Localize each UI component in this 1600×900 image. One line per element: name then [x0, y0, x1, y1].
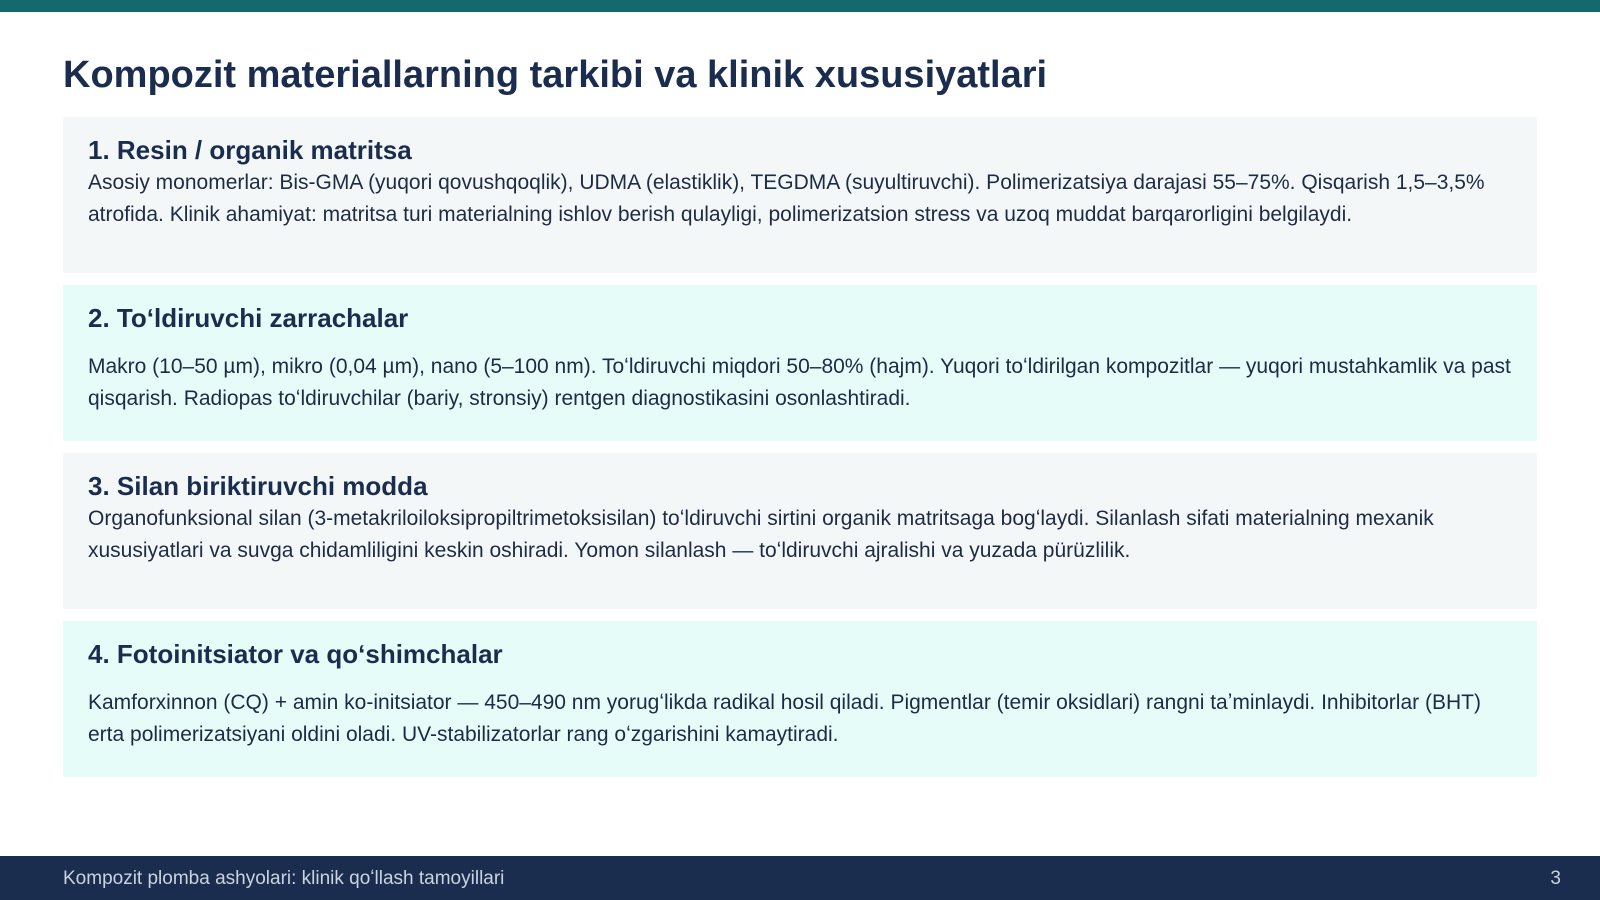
- section-filler-particles: [63, 285, 1537, 441]
- section-heading: 3. Silan biriktiruvchi modda: [88, 471, 428, 501]
- section-body: Organofunksional silan (3-metakriloiloksipropiltrimetoksisilan) toʻldiruvchi sirtini organik matritsaga bogʻlaydi. Silanlash sifati materialning mexanik xususiyatlari va suvga chidamliligini keskin oshiradi. Yomon silanlash — toʻldiruvchi ajralishi va yuzada pürüzlilik.: [88, 507, 1434, 562]
- footer-title: Kompozit plomba ashyolari: klinik qoʻllash tamoyillari: [63, 868, 505, 889]
- section-resin-matrix: [63, 117, 1537, 273]
- slide-footer: [0, 856, 1600, 900]
- section-silane-coupling: [63, 453, 1537, 609]
- section-body: Asosiy monomerlar: Bis-GMA (yuqori qovushqoqlik), UDMA (elastiklik), TEGDMA (suyultiruvchi). Polimerizatsiya darajasi 55–75%. Qisqarish 1,5–3,5% atrofida. Klinik ahamiyat: matritsa turi materialning ishlov berish qulayligi, polimerizatsion stress va uzoq muddat barqarorligini belgilaydi.: [88, 171, 1485, 226]
- page-number: 3: [1550, 868, 1561, 889]
- section-heading: 2. Toʻldiruvchi zarrachalar: [88, 303, 409, 333]
- top-accent-bar: [0, 0, 1600, 12]
- slide-title: Kompozit materiallarning tarkibi va klinik xususiyatlari: [63, 54, 1048, 96]
- section-body: Kamforxinnon (CQ) + amin ko-initsiator — 450–490 nm yorugʻlikda radikal hosil qiladi. Pigmentlar (temir oksidlari) rangni taʼminlaydi. Inhibitorlar (BHT) erta polimerizatsiyani oldini oladi. UV-stabilizatorlar rang oʻzgarishini kamaytiradi.: [88, 691, 1481, 746]
- section-body: Makro (10–50 µm), mikro (0,04 µm), nano (5–100 nm). Toʻldiruvchi miqdori 50–80% (hajm). Yuqori toʻldirilgan kompozitlar — yuqori mustahkamlik va past qisqarish. Radiopas toʻldiruvchilar (bariy, stronsiy) rentgen diagnostikasini osonlashtiradi.: [88, 355, 1511, 410]
- section-heading: 4. Fotoinitsiator va qoʻshimchalar: [88, 639, 503, 669]
- section-photoinitiator: [63, 621, 1537, 777]
- section-heading: 1. Resin / organik matritsa: [88, 135, 412, 165]
